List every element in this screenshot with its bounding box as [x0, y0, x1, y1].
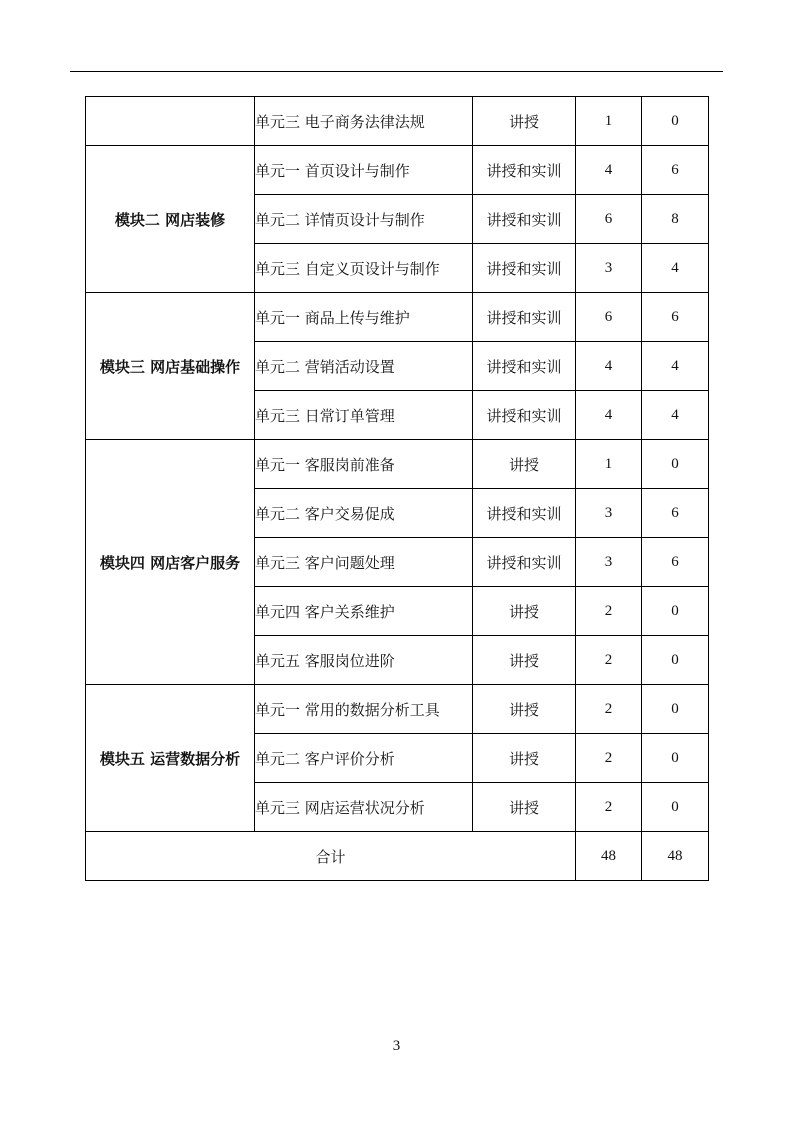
unit-cell: 单元二 客户交易促成 — [255, 489, 473, 538]
unit-cell: 单元三 网店运营状况分析 — [255, 783, 473, 832]
total-practice-hours: 48 — [642, 832, 709, 881]
theory-hours-cell: 2 — [576, 636, 642, 685]
unit-cell: 单元三 日常订单管理 — [255, 391, 473, 440]
table-row — [86, 146, 709, 195]
practice-hours-cell: 0 — [642, 440, 709, 489]
theory-hours-cell: 1 — [576, 97, 642, 146]
method-cell: 讲授和实训 — [473, 342, 576, 391]
method-cell: 讲授和实训 — [473, 489, 576, 538]
practice-hours-cell: 6 — [642, 293, 709, 342]
method-cell: 讲授和实训 — [473, 244, 576, 293]
unit-cell: 单元一 首页设计与制作 — [255, 146, 473, 195]
table-row — [86, 440, 709, 489]
curriculum-table — [85, 96, 709, 881]
page-number: 3 — [392, 1038, 401, 1054]
theory-hours-cell: 1 — [576, 440, 642, 489]
practice-hours-cell: 4 — [642, 244, 709, 293]
theory-hours-cell: 2 — [576, 734, 642, 783]
practice-hours-cell: 0 — [642, 587, 709, 636]
unit-cell: 单元五 客服岗位进阶 — [255, 636, 473, 685]
unit-cell: 单元三 客户问题处理 — [255, 538, 473, 587]
practice-hours-cell: 0 — [642, 97, 709, 146]
theory-hours-cell: 3 — [576, 244, 642, 293]
method-cell: 讲授 — [473, 734, 576, 783]
theory-hours-cell: 4 — [576, 146, 642, 195]
unit-cell: 单元二 客户评价分析 — [255, 734, 473, 783]
unit-cell: 单元一 常用的数据分析工具 — [255, 685, 473, 734]
unit-cell: 单元四 客户关系维护 — [255, 587, 473, 636]
unit-cell: 单元二 营销活动设置 — [255, 342, 473, 391]
practice-hours-cell: 0 — [642, 685, 709, 734]
theory-hours-cell: 2 — [576, 685, 642, 734]
theory-hours-cell: 2 — [576, 587, 642, 636]
total-theory-hours: 48 — [576, 832, 642, 881]
theory-hours-cell: 4 — [576, 391, 642, 440]
practice-hours-cell: 0 — [642, 636, 709, 685]
module-cell: 模块四 网店客户服务 — [86, 440, 255, 685]
unit-cell: 单元二 详情页设计与制作 — [255, 195, 473, 244]
theory-hours-cell: 4 — [576, 342, 642, 391]
method-cell: 讲授 — [473, 97, 576, 146]
method-cell: 讲授 — [473, 587, 576, 636]
unit-cell: 单元三 自定义页设计与制作 — [255, 244, 473, 293]
theory-hours-cell: 6 — [576, 293, 642, 342]
module-cell: 模块三 网店基础操作 — [86, 293, 255, 440]
method-cell: 讲授和实训 — [473, 146, 576, 195]
table-row — [86, 685, 709, 734]
method-cell: 讲授 — [473, 685, 576, 734]
module-cell — [86, 97, 255, 146]
practice-hours-cell: 0 — [642, 734, 709, 783]
theory-hours-cell: 3 — [576, 489, 642, 538]
total-label: 合计 — [86, 832, 576, 881]
header-rule — [70, 71, 723, 72]
practice-hours-cell: 0 — [642, 783, 709, 832]
practice-hours-cell: 6 — [642, 146, 709, 195]
method-cell: 讲授 — [473, 783, 576, 832]
unit-cell: 单元三 电子商务法律法规 — [255, 97, 473, 146]
method-cell: 讲授和实训 — [473, 293, 576, 342]
table-row — [86, 97, 709, 146]
module-cell: 模块二 网店装修 — [86, 146, 255, 293]
theory-hours-cell: 2 — [576, 783, 642, 832]
total-row — [86, 832, 709, 881]
theory-hours-cell: 3 — [576, 538, 642, 587]
practice-hours-cell: 4 — [642, 342, 709, 391]
method-cell: 讲授 — [473, 636, 576, 685]
unit-cell: 单元一 客服岗前准备 — [255, 440, 473, 489]
practice-hours-cell: 6 — [642, 489, 709, 538]
method-cell: 讲授和实训 — [473, 538, 576, 587]
practice-hours-cell: 8 — [642, 195, 709, 244]
method-cell: 讲授和实训 — [473, 391, 576, 440]
method-cell: 讲授和实训 — [473, 195, 576, 244]
method-cell: 讲授 — [473, 440, 576, 489]
unit-cell: 单元一 商品上传与维护 — [255, 293, 473, 342]
practice-hours-cell: 6 — [642, 538, 709, 587]
module-cell: 模块五 运营数据分析 — [86, 685, 255, 832]
table-row — [86, 293, 709, 342]
theory-hours-cell: 6 — [576, 195, 642, 244]
practice-hours-cell: 4 — [642, 391, 709, 440]
